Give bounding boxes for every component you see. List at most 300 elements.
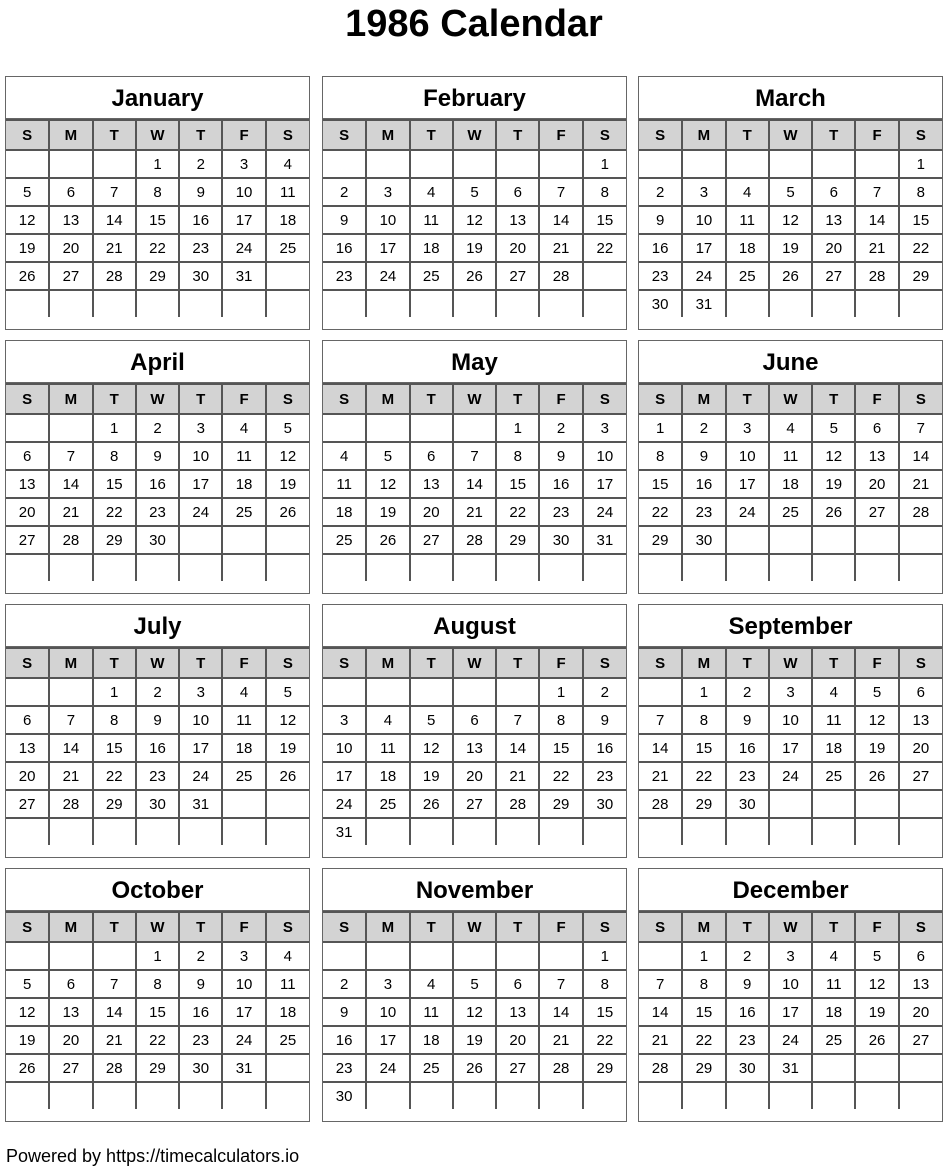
day-cell: 25 [266, 234, 309, 262]
day-cell: 13 [812, 206, 855, 234]
month-name: January [6, 77, 309, 119]
month-march [638, 76, 943, 330]
day-cell [453, 818, 496, 845]
day-cell: 9 [726, 706, 769, 734]
day-cell: 4 [222, 414, 265, 442]
day-cell [726, 150, 769, 178]
day-cell: 17 [366, 1026, 409, 1054]
month-name: April [6, 341, 309, 383]
day-cell: 22 [682, 762, 725, 790]
day-cell: 23 [179, 234, 222, 262]
week-row [323, 678, 626, 706]
month-august [322, 604, 627, 858]
day-cell: 23 [726, 1026, 769, 1054]
day-cell: 4 [769, 414, 812, 442]
day-cell [136, 554, 179, 581]
weekday-header: M [366, 384, 409, 414]
day-cell: 21 [93, 1026, 136, 1054]
day-cell [49, 150, 92, 178]
week-row [323, 178, 626, 206]
day-cell: 6 [812, 178, 855, 206]
day-cell: 30 [179, 1054, 222, 1082]
day-cell [410, 678, 453, 706]
day-cell: 14 [539, 206, 582, 234]
day-cell [812, 818, 855, 845]
day-cell [539, 554, 582, 581]
day-cell: 14 [639, 734, 682, 762]
day-cell: 4 [812, 678, 855, 706]
week-row [6, 1026, 309, 1054]
weekday-header: W [136, 648, 179, 678]
day-cell [266, 290, 309, 317]
day-cell: 26 [266, 498, 309, 526]
day-cell: 17 [179, 734, 222, 762]
day-cell: 1 [899, 150, 942, 178]
week-row [639, 818, 942, 845]
day-cell: 10 [583, 442, 626, 470]
day-cell: 26 [453, 1054, 496, 1082]
day-cell [49, 554, 92, 581]
day-cell: 1 [583, 150, 626, 178]
day-cell: 7 [93, 178, 136, 206]
day-cell: 9 [323, 998, 366, 1026]
day-cell: 19 [6, 1026, 49, 1054]
day-cell: 16 [682, 470, 725, 498]
week-row [323, 998, 626, 1026]
day-cell: 6 [453, 706, 496, 734]
day-cell: 30 [539, 526, 582, 554]
day-cell: 8 [639, 442, 682, 470]
month-table [323, 911, 626, 1109]
day-cell [899, 554, 942, 581]
week-row [639, 178, 942, 206]
week-row [6, 262, 309, 290]
day-cell [726, 554, 769, 581]
weekday-header: S [6, 648, 49, 678]
day-cell: 5 [266, 414, 309, 442]
day-cell: 27 [899, 762, 942, 790]
weekday-header: S [266, 912, 309, 942]
week-row [639, 790, 942, 818]
day-cell [6, 942, 49, 970]
day-cell: 19 [266, 470, 309, 498]
day-cell: 27 [453, 790, 496, 818]
day-cell: 7 [539, 970, 582, 998]
day-cell: 26 [855, 1026, 898, 1054]
week-row [6, 998, 309, 1026]
day-cell: 27 [6, 526, 49, 554]
day-cell [366, 414, 409, 442]
day-cell: 15 [639, 470, 682, 498]
day-cell: 30 [726, 790, 769, 818]
day-cell: 17 [769, 734, 812, 762]
week-row [6, 150, 309, 178]
week-row [323, 470, 626, 498]
week-row [323, 206, 626, 234]
day-cell: 30 [726, 1054, 769, 1082]
week-row [323, 526, 626, 554]
day-cell: 26 [855, 762, 898, 790]
week-row [639, 442, 942, 470]
day-cell: 5 [410, 706, 453, 734]
weekday-header: M [49, 120, 92, 150]
day-cell [496, 1082, 539, 1109]
day-cell: 27 [410, 526, 453, 554]
weekday-header: S [323, 648, 366, 678]
day-cell: 13 [899, 706, 942, 734]
week-row [323, 790, 626, 818]
day-cell: 4 [410, 970, 453, 998]
week-row [639, 290, 942, 317]
day-cell [583, 554, 626, 581]
day-cell [222, 526, 265, 554]
week-row [639, 1082, 942, 1109]
day-cell: 10 [323, 734, 366, 762]
day-cell: 18 [323, 498, 366, 526]
weekday-header: F [855, 912, 898, 942]
month-name: March [639, 77, 942, 119]
day-cell [49, 678, 92, 706]
day-cell: 5 [266, 678, 309, 706]
day-cell [6, 414, 49, 442]
day-cell [366, 1082, 409, 1109]
day-cell [49, 1082, 92, 1109]
day-cell: 16 [136, 470, 179, 498]
day-cell: 25 [222, 762, 265, 790]
day-cell: 15 [136, 998, 179, 1026]
day-cell: 7 [639, 970, 682, 998]
day-cell: 7 [453, 442, 496, 470]
weekday-header: S [6, 120, 49, 150]
weekday-header: T [93, 120, 136, 150]
day-cell: 14 [855, 206, 898, 234]
day-cell: 16 [539, 470, 582, 498]
day-cell: 20 [453, 762, 496, 790]
day-cell [179, 554, 222, 581]
day-cell: 3 [179, 414, 222, 442]
weekday-header: S [899, 384, 942, 414]
day-cell [855, 1054, 898, 1082]
day-cell: 8 [682, 970, 725, 998]
day-cell: 17 [366, 234, 409, 262]
day-cell: 6 [49, 178, 92, 206]
day-cell: 20 [899, 998, 942, 1026]
day-cell: 18 [366, 762, 409, 790]
day-cell: 30 [583, 790, 626, 818]
day-cell [410, 942, 453, 970]
day-cell: 16 [136, 734, 179, 762]
day-cell: 1 [496, 414, 539, 442]
week-row [323, 234, 626, 262]
weekday-header: F [539, 384, 582, 414]
weekday-header: M [366, 912, 409, 942]
weekday-header: W [136, 120, 179, 150]
week-row [323, 554, 626, 581]
weekday-header: M [49, 384, 92, 414]
weekday-header: S [6, 384, 49, 414]
day-cell: 20 [812, 234, 855, 262]
day-cell: 2 [136, 414, 179, 442]
day-cell: 9 [726, 970, 769, 998]
day-cell: 28 [639, 790, 682, 818]
day-cell: 14 [93, 998, 136, 1026]
day-cell: 16 [323, 1026, 366, 1054]
week-row [639, 262, 942, 290]
day-cell: 9 [323, 206, 366, 234]
weekday-header: T [496, 384, 539, 414]
day-cell: 5 [6, 178, 49, 206]
day-cell: 21 [899, 470, 942, 498]
day-cell: 3 [769, 678, 812, 706]
day-cell: 30 [682, 526, 725, 554]
weekday-header: M [366, 648, 409, 678]
week-row [6, 234, 309, 262]
day-cell: 28 [539, 1054, 582, 1082]
day-cell: 10 [769, 970, 812, 998]
week-row [323, 442, 626, 470]
day-cell: 2 [583, 678, 626, 706]
weekday-header: W [453, 912, 496, 942]
day-cell [899, 290, 942, 317]
day-cell: 4 [410, 178, 453, 206]
day-cell [49, 290, 92, 317]
day-cell [769, 818, 812, 845]
day-cell [136, 290, 179, 317]
month-name: July [6, 605, 309, 647]
day-cell [812, 554, 855, 581]
weekday-header-row [6, 912, 309, 942]
month-table [6, 383, 309, 581]
day-cell [366, 290, 409, 317]
day-cell [49, 942, 92, 970]
day-cell: 23 [179, 1026, 222, 1054]
month-november [322, 868, 627, 1122]
day-cell: 25 [222, 498, 265, 526]
day-cell [726, 818, 769, 845]
day-cell: 25 [726, 262, 769, 290]
day-cell [453, 678, 496, 706]
day-cell: 25 [266, 1026, 309, 1054]
day-cell [6, 554, 49, 581]
day-cell: 8 [583, 970, 626, 998]
month-table [323, 383, 626, 581]
weekday-header: T [496, 120, 539, 150]
day-cell: 9 [179, 970, 222, 998]
day-cell: 6 [899, 942, 942, 970]
day-cell [410, 290, 453, 317]
day-cell [639, 150, 682, 178]
day-cell: 31 [323, 818, 366, 845]
month-name: October [6, 869, 309, 911]
weekday-header: F [222, 120, 265, 150]
day-cell [899, 1054, 942, 1082]
day-cell: 13 [6, 470, 49, 498]
day-cell: 26 [453, 262, 496, 290]
day-cell: 29 [93, 790, 136, 818]
week-row [323, 762, 626, 790]
day-cell: 21 [453, 498, 496, 526]
weekday-header: T [93, 384, 136, 414]
day-cell: 20 [496, 234, 539, 262]
day-cell [93, 942, 136, 970]
day-cell: 3 [366, 178, 409, 206]
day-cell: 15 [539, 734, 582, 762]
week-row [323, 498, 626, 526]
day-cell: 22 [93, 498, 136, 526]
weekday-header: T [410, 648, 453, 678]
day-cell: 3 [726, 414, 769, 442]
day-cell: 11 [410, 206, 453, 234]
day-cell [266, 554, 309, 581]
weekday-header: T [812, 912, 855, 942]
day-cell: 10 [366, 206, 409, 234]
day-cell: 27 [6, 790, 49, 818]
month-june [638, 340, 943, 594]
month-january [5, 76, 310, 330]
day-cell: 28 [49, 526, 92, 554]
month-october [5, 868, 310, 1122]
day-cell: 1 [136, 150, 179, 178]
day-cell: 27 [49, 262, 92, 290]
day-cell: 30 [179, 262, 222, 290]
day-cell: 23 [539, 498, 582, 526]
weekday-header: M [49, 648, 92, 678]
week-row [323, 262, 626, 290]
day-cell: 10 [179, 706, 222, 734]
day-cell: 17 [222, 998, 265, 1026]
day-cell: 5 [6, 970, 49, 998]
day-cell: 30 [136, 790, 179, 818]
week-row [639, 234, 942, 262]
day-cell [453, 942, 496, 970]
day-cell [682, 554, 725, 581]
day-cell: 6 [899, 678, 942, 706]
day-cell: 28 [496, 790, 539, 818]
day-cell: 29 [682, 1054, 725, 1082]
day-cell: 14 [539, 998, 582, 1026]
day-cell [323, 150, 366, 178]
day-cell: 6 [855, 414, 898, 442]
day-cell [179, 526, 222, 554]
day-cell: 10 [769, 706, 812, 734]
day-cell: 5 [855, 942, 898, 970]
day-cell: 23 [323, 262, 366, 290]
day-cell [222, 818, 265, 845]
day-cell: 19 [266, 734, 309, 762]
month-table [6, 911, 309, 1109]
weekday-header: T [496, 648, 539, 678]
weekday-header: F [539, 648, 582, 678]
day-cell: 15 [136, 206, 179, 234]
day-cell: 19 [366, 498, 409, 526]
day-cell: 2 [539, 414, 582, 442]
day-cell [323, 942, 366, 970]
day-cell: 16 [726, 734, 769, 762]
day-cell: 8 [93, 442, 136, 470]
day-cell [812, 150, 855, 178]
day-cell: 18 [266, 998, 309, 1026]
day-cell: 18 [410, 234, 453, 262]
day-cell: 10 [682, 206, 725, 234]
weekday-header: F [539, 120, 582, 150]
day-cell: 2 [179, 942, 222, 970]
month-name: November [323, 869, 626, 911]
week-row [639, 970, 942, 998]
day-cell: 22 [93, 762, 136, 790]
week-row [639, 150, 942, 178]
day-cell: 2 [323, 970, 366, 998]
day-cell: 4 [222, 678, 265, 706]
day-cell [682, 150, 725, 178]
day-cell [812, 1082, 855, 1109]
day-cell: 20 [410, 498, 453, 526]
day-cell: 18 [222, 734, 265, 762]
week-row [323, 290, 626, 317]
day-cell [266, 818, 309, 845]
weekday-header: W [453, 648, 496, 678]
week-row [639, 734, 942, 762]
day-cell: 29 [136, 262, 179, 290]
day-cell: 13 [49, 998, 92, 1026]
week-row [639, 414, 942, 442]
day-cell: 2 [726, 678, 769, 706]
weekday-header: T [179, 120, 222, 150]
day-cell [179, 818, 222, 845]
day-cell: 4 [812, 942, 855, 970]
day-cell: 8 [136, 178, 179, 206]
day-cell: 20 [49, 234, 92, 262]
day-cell: 18 [812, 998, 855, 1026]
weekday-header: F [222, 648, 265, 678]
day-cell [539, 942, 582, 970]
day-cell: 18 [726, 234, 769, 262]
week-row [639, 554, 942, 581]
day-cell: 30 [639, 290, 682, 317]
month-table [639, 647, 942, 845]
day-cell: 15 [682, 734, 725, 762]
day-cell: 9 [583, 706, 626, 734]
day-cell: 20 [855, 470, 898, 498]
day-cell: 21 [49, 762, 92, 790]
calendar-grid [5, 76, 943, 1122]
day-cell: 19 [812, 470, 855, 498]
day-cell: 7 [855, 178, 898, 206]
month-table [323, 119, 626, 317]
weekday-header: T [726, 120, 769, 150]
day-cell: 19 [453, 234, 496, 262]
day-cell: 16 [179, 998, 222, 1026]
day-cell: 26 [410, 790, 453, 818]
day-cell [539, 1082, 582, 1109]
day-cell: 7 [539, 178, 582, 206]
day-cell: 18 [222, 470, 265, 498]
day-cell: 7 [49, 706, 92, 734]
day-cell [410, 554, 453, 581]
day-cell [769, 790, 812, 818]
day-cell: 25 [410, 262, 453, 290]
day-cell: 19 [855, 998, 898, 1026]
day-cell: 24 [366, 1054, 409, 1082]
week-row [323, 150, 626, 178]
day-cell [266, 526, 309, 554]
day-cell [49, 818, 92, 845]
day-cell [179, 1082, 222, 1109]
weekday-header: M [366, 120, 409, 150]
weekday-header: T [410, 912, 453, 942]
weekday-header: S [583, 912, 626, 942]
day-cell: 1 [682, 678, 725, 706]
week-row [6, 526, 309, 554]
